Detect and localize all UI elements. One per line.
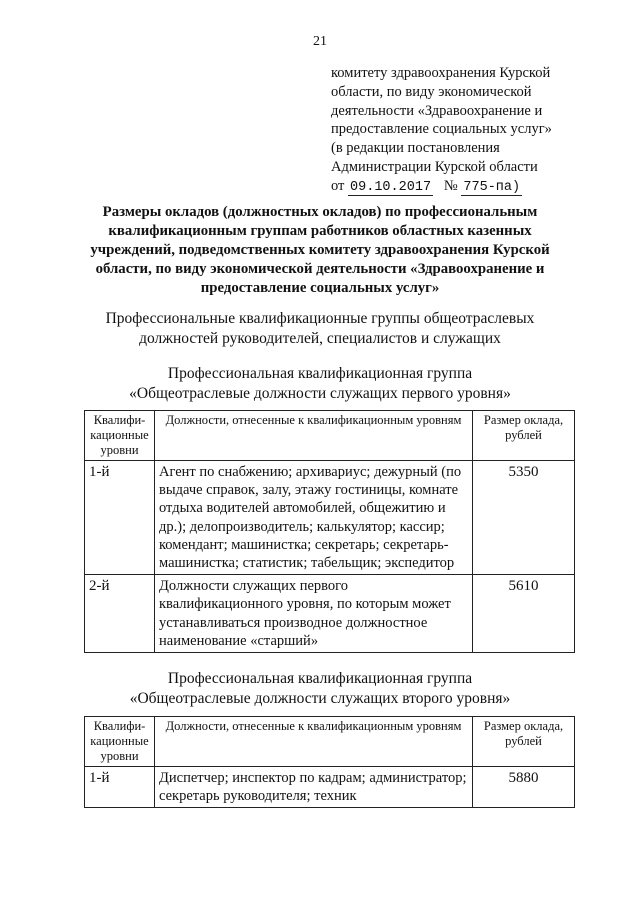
table-row xyxy=(85,461,575,575)
title-line: учреждений, подведомственных комитету здравоохранения Курской xyxy=(90,242,550,258)
decree-number: 775-па) xyxy=(463,179,521,195)
group2-table xyxy=(84,716,575,808)
decree-date: 09.10.2017 xyxy=(350,179,432,195)
title-line: Размеры окладов (должностных окладов) по профессиональным xyxy=(102,204,538,220)
title-line: области, по виду экономической деятельности «Здравоохранение и xyxy=(95,261,545,277)
header-positions: Должности, отнесенные к квалификационным уровням xyxy=(155,411,473,461)
header-positions: Должности, отнесенные к квалификационным уровням xyxy=(155,717,473,767)
group-heading-line: «Общеотраслевые должности служащих первого уровня» xyxy=(129,384,511,402)
row-salary: 5880 xyxy=(473,767,575,808)
document-title xyxy=(80,203,560,298)
group1-heading xyxy=(70,364,570,403)
row-level: 1-й xyxy=(85,461,155,575)
header-level: Квалифи- кационные уровни xyxy=(85,411,155,461)
table-header-row xyxy=(85,717,575,767)
section-heading-line: Профессиональные квалификационные группы общеотраслевых xyxy=(105,310,535,327)
row-positions: Агент по снабжению; архивариус; дежурный (по выдаче справок, залу, этажу гостиницы, комнате отдыха водителей автомобилей, общежитию и др.); делопроизводитель; калькулятор; кассир; комендант; машинистка; секретарь; секретарь-машинистка; статистик; табельщик; экспедитор xyxy=(155,461,473,575)
attachment-note-line: комитету здравоохранения Курской xyxy=(331,65,551,81)
group-heading-line: «Общеотраслевые должности служащих второго уровня» xyxy=(129,689,511,707)
row-level: 1-й xyxy=(85,767,155,808)
header-salary: Размер оклада, рублей xyxy=(473,717,575,767)
attachment-note-line: деятельности «Здравоохранение и xyxy=(331,102,543,119)
table-row xyxy=(85,767,575,808)
attachment-note xyxy=(331,64,591,198)
row-salary: 5350 xyxy=(473,461,575,575)
table-header-row xyxy=(85,411,575,461)
number-prefix: № xyxy=(443,177,458,194)
group1-table xyxy=(84,410,575,653)
attachment-note-line: Администрации Курской области xyxy=(331,158,538,175)
group2-heading xyxy=(70,669,570,708)
section-heading xyxy=(70,309,570,348)
title-line: предоставление социальных услуг» xyxy=(200,280,440,296)
section-heading-line: должностей руководителей, специалистов и служащих xyxy=(139,329,501,347)
row-level: 2-й xyxy=(85,575,155,653)
row-salary: 5610 xyxy=(473,575,575,653)
title-line: квалификационным группам работников областных казенных xyxy=(108,223,532,239)
attachment-note-line: области, по виду экономической xyxy=(331,83,532,100)
attachment-note-line: (в редакции постановления xyxy=(331,140,500,157)
header-level: Квалифи- кационные уровни xyxy=(85,717,155,767)
group-heading-line: Профессиональная квалификационная группа xyxy=(167,365,473,382)
group-heading-line: Профессиональная квалификационная группа xyxy=(167,670,473,687)
attachment-note-line: предоставление социальных услуг» xyxy=(331,121,552,138)
row-positions: Диспетчер; инспектор по кадрам; администратор; секретарь руководителя; техник xyxy=(155,767,473,808)
attachment-note-date-line xyxy=(331,177,591,198)
date-prefix: от xyxy=(331,177,345,194)
table-row xyxy=(85,575,575,653)
page-number: 21 xyxy=(313,34,327,49)
row-positions: Должности служащих первого квалификационного уровня, по которым может устанавливаться производное должностное наименование «старший» xyxy=(155,575,473,653)
header-salary: Размер оклада, рублей xyxy=(473,411,575,461)
